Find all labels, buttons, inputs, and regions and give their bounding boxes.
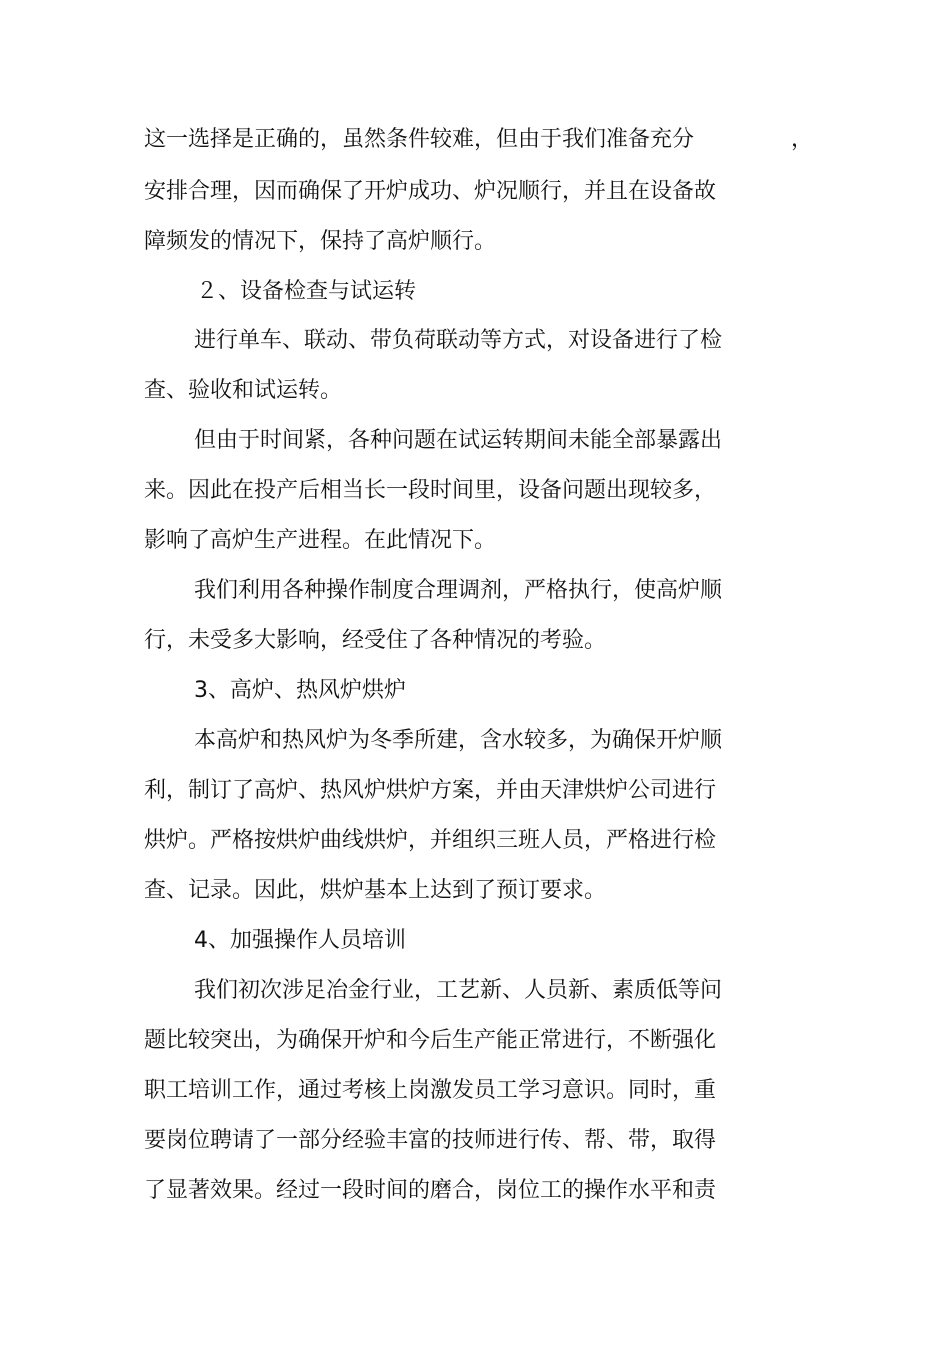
- paragraph-line: 我们初次涉足冶金行业，工艺新、人员新、素质低等问: [194, 978, 723, 1003]
- paragraph-line: 这一选择是正确的，虽然条件较难，但由于我们准备充分: [144, 127, 695, 152]
- paragraph-line: 但由于时间紧，各种问题在试运转期间未能全部暴露出: [194, 428, 723, 453]
- paragraph-line: 了显著效果。经过一段时间的磨合，岗位工的操作水平和责: [144, 1178, 717, 1203]
- paragraph-line: ，: [791, 127, 814, 152]
- paragraph-line: 安排合理，因而确保了开炉成功、炉况顺行，并且在设备故: [144, 179, 717, 204]
- paragraph-line: 查、验收和试运转。: [144, 378, 343, 403]
- section-heading: ２、设备检查与试运转: [196, 279, 417, 304]
- section-heading: 3、高炉、热风炉烘炉: [194, 678, 406, 703]
- paragraph-line: 本高炉和热风炉为冬季所建，含水较多，为确保开炉顺: [194, 728, 723, 753]
- paragraph-line: 行，未受多大影响，经受住了各种情况的考验。: [144, 628, 607, 653]
- paragraph-line: 烘炉。严格按烘炉曲线烘炉，并组织三班人员，严格进行检: [144, 828, 717, 853]
- paragraph-line: 利，制订了高炉、热风炉烘炉方案，并由天津烘炉公司进行: [144, 778, 717, 803]
- paragraph-line: 要岗位聘请了一部分经验丰富的技师进行传、帮、带，取得: [144, 1128, 717, 1153]
- paragraph-line: 影响了高炉生产进程。在此情况下。: [144, 528, 497, 553]
- paragraph-line: 障频发的情况下，保持了高炉顺行。: [144, 229, 497, 254]
- paragraph-line: 进行单车、联动、带负荷联动等方式，对设备进行了检: [194, 328, 723, 353]
- paragraph-line: 查、记录。因此，烘炉基本上达到了预订要求。: [144, 878, 607, 903]
- paragraph-line: 来。因此在投产后相当长一段时间里，设备问题出现较多，: [144, 478, 717, 503]
- paragraph-line: 我们利用各种操作制度合理调剂，严格执行，使高炉顺: [194, 578, 723, 603]
- paragraph-line: 职工培训工作，通过考核上岗激发员工学习意识。同时，重: [144, 1078, 717, 1103]
- section-heading: 4、加强操作人员培训: [194, 928, 406, 953]
- paragraph-line: 题比较突出，为确保开炉和今后生产能正常进行，不断强化: [144, 1028, 717, 1053]
